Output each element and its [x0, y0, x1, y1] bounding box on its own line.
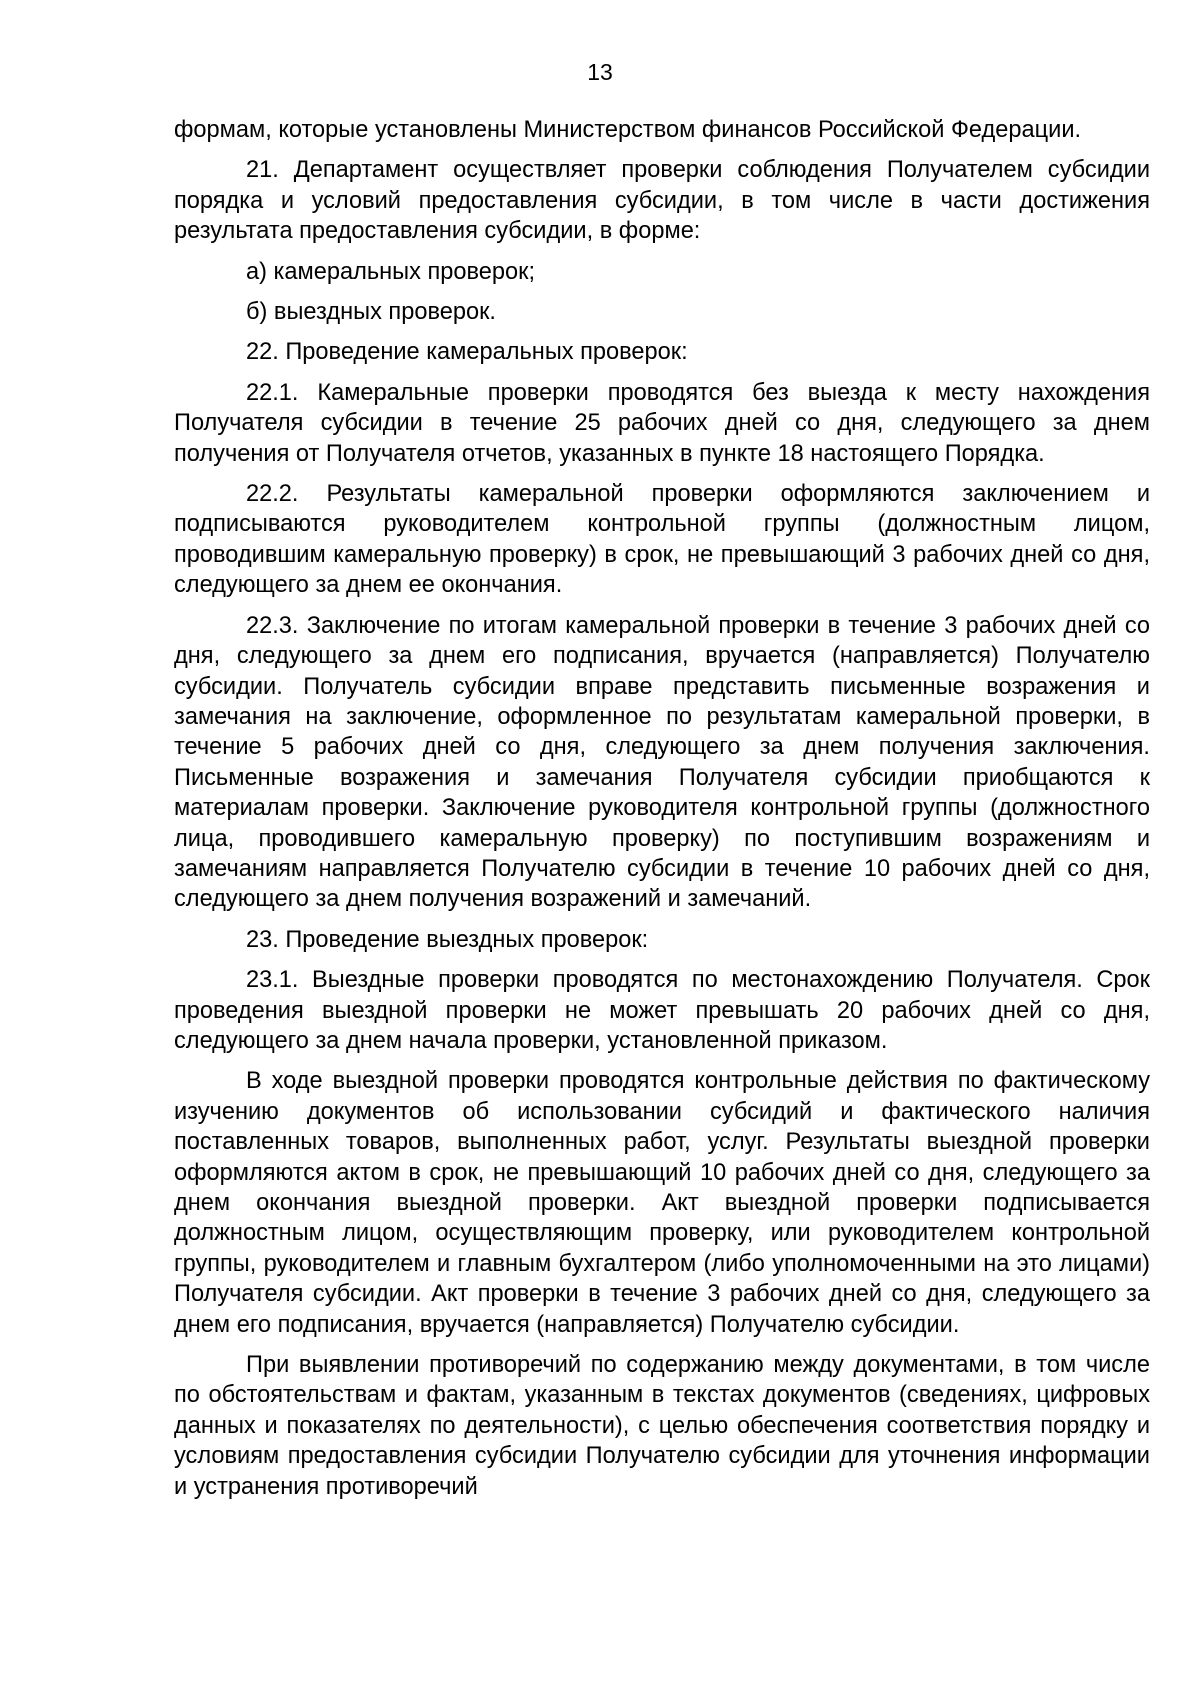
paragraph: 22.3. Заключение по итогам камеральной проверки в течение 3 рабочих дней со дня, следующего за днем его подписания, вручается (направляется) Получателю субсидии. Получатель субсидии вправе представить письменные возражения и замечания на заключение, оформленное по результатам камеральной проверки, в течение 5 рабочих дней со дня, следующего за днем получения заключения. Письменные возражения и замечания Получателя субсидии приобщаются к материалам проверки. Заключение руководителя контрольной группы (должностного лица, проводившего камеральную проверку) по поступившим возражениям и замечаниям направляется Получателю субсидии в течение 10 рабочих дней со дня, следующего за днем получения возражений и замечаний. — [174, 612, 1150, 913]
paragraph: 22.2. Результаты камеральной проверки оформляются заключением и подписываются руководителем контрольной группы (должностным лицом, проводившим камеральную проверку) в срок, не превышающий 3 рабочих дней со дня, следующего за днем ее окончания. — [174, 481, 1150, 599]
paragraph: 22.1. Камеральные проверки проводятся без выезда к месту нахождения Получателя субсидии в течение 25 рабочих дней со дня, следующего за днем получения от Получателя отчетов, указанных в пункте 18 настоящего Порядка. — [174, 379, 1150, 467]
document-body — [174, 115, 1150, 1512]
section-heading: 22. Проведение камеральных проверок: — [246, 339, 688, 366]
section-heading: 23. Проведение выездных проверок: — [246, 926, 649, 953]
list-item: б) выездных проверок. — [246, 299, 496, 326]
paragraph: 23.1. Выездные проверки проводятся по местонахождению Получателя. Срок проведения выездной проверки не может превышать 20 рабочих дней со дня, следующего за днем начала проверки, установленной приказом. — [174, 967, 1150, 1054]
page-number: 13 — [587, 59, 613, 85]
paragraph: В ходе выездной проверки проводятся контрольные действия по фактическому изучению документов об использовании субсидий и фактического наличия поставленных товаров, выполненных работ, услуг. Результаты выездной проверки оформляются актом в срок, не превышающий 10 рабочих дней со дня, следующего за днем окончания выездной проверки. Акт выездной проверки подписывается должностным лицом, осуществляющим проверку, или руководителем контрольной группы, руководителем и главным бухгалтером (либо уполномоченными на это лицами) Получателя субсидии. Акт проверки в течение 3 рабочих дней со дня, следующего за днем его подписания, вручается (направляется) Получателю субсидии. — [174, 1068, 1150, 1338]
paragraph: При выявлении противоречий по содержанию между документами, в том числе по обстоятельствам и фактам, указанным в текстах документов (сведениях, цифровых данных и показателях по деятельности), с целью обеспечения соответствия порядку и условиям предоставления субсидии Получателю субсидии для уточнения информации и устранения противоречий — [174, 1352, 1150, 1500]
paragraph: формам, которые установлены Министерством финансов Российской Федерации. — [174, 117, 1082, 143]
list-item: а) камеральных проверок; — [246, 258, 536, 285]
paragraph: 21. Департамент осуществляет проверки соблюдения Получателем субсидии порядка и условий предоставления субсидии, в том числе в части достижения результата предоставления субсидии, в форме: — [174, 157, 1150, 245]
